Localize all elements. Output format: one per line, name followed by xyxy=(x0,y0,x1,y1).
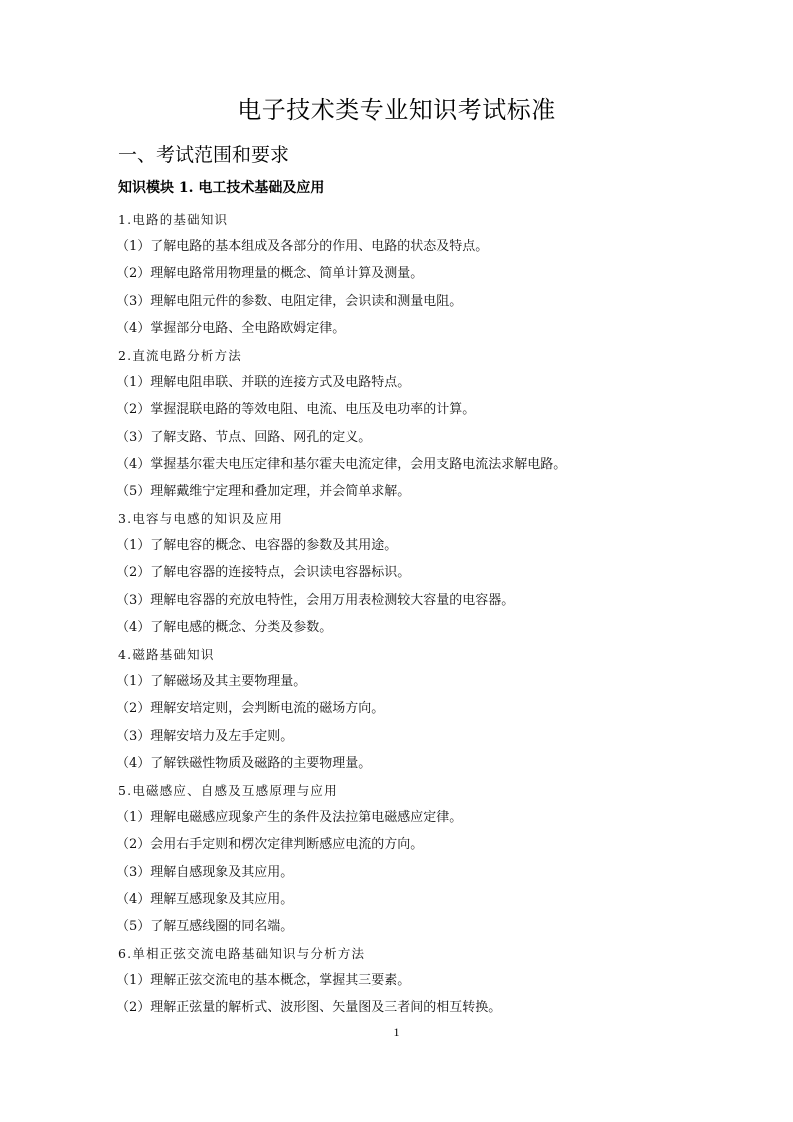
list-item: （2）理解安培定则，会判断电流的磁场方向。 xyxy=(116,701,385,717)
page-number: 1 xyxy=(393,1025,400,1039)
list-item: （3）理解自感现象及其应用。 xyxy=(116,864,294,880)
list-item: （4）了解铁磁性物质及磁路的主要物理量。 xyxy=(116,755,372,771)
list-item: （4）了解电感的概念、分类及参数。 xyxy=(116,619,333,635)
list-item: （1）理解电磁感应现象产生的条件及法拉第电磁感应定律。 xyxy=(116,810,463,826)
content-body xyxy=(116,206,716,1022)
list-item: （1）了解磁场及其主要物理量。 xyxy=(116,674,307,690)
list-item: （4）理解互感现象及其应用。 xyxy=(116,891,294,907)
topic-title: 5.电磁感应、自感及互感原理与应用 xyxy=(118,782,338,798)
list-item: （3）了解支路、节点、回路、网孔的定义。 xyxy=(116,429,372,445)
topic-1 xyxy=(116,206,716,342)
list-item: （2）会用右手定则和楞次定律判断感应电流的方向。 xyxy=(116,837,424,853)
topic-title: 2.直流电路分析方法 xyxy=(118,347,242,363)
topic-title: 1.电路的基础知识 xyxy=(118,212,229,227)
topic-2 xyxy=(116,342,716,505)
topic-title: 6.单相正弦交流电路基础知识与分析方法 xyxy=(118,946,366,962)
topic-4 xyxy=(116,641,716,777)
list-item: （3）理解电阻元件的参数、电阻定律，会识读和测量电阻。 xyxy=(116,293,463,309)
list-item: （5）理解戴维宁定理和叠加定理，并会简单求解。 xyxy=(116,483,411,499)
list-item: （1）理解电阻串联、并联的连接方式及电路特点。 xyxy=(116,375,411,391)
module-heading: 知识模块 1. 电工技术基础及应用 xyxy=(118,180,325,196)
section-heading: 一、考试范围和要求 xyxy=(118,144,290,166)
topic-3 xyxy=(116,505,716,641)
topic-5 xyxy=(116,777,716,940)
list-item: （2）了解电容器的连接特点，会识读电容器标识。 xyxy=(116,565,411,581)
list-item: （4）掌握部分电路、全电路欧姆定律。 xyxy=(116,320,346,336)
topic-title: 4.磁路基础知识 xyxy=(118,647,215,662)
list-item: （1）了解电容的概念、电容器的参数及其用途。 xyxy=(116,538,398,554)
document-title: 电子技术类专业知识考试标准 xyxy=(237,96,556,124)
list-item: （1）理解正弦交流电的基本概念，掌握其三要素。 xyxy=(116,973,411,989)
list-item: （5）了解互感线圈的同名端。 xyxy=(116,918,294,934)
list-item: （2）理解电路常用物理量的概念、简单计算及测量。 xyxy=(116,266,424,282)
list-item: （4）掌握基尔霍夫电压定律和基尔霍夫电流定律，会用支路电流法求解电路。 xyxy=(116,456,567,472)
topic-title: 3.电容与电感的知识及应用 xyxy=(118,511,284,527)
list-item: （3）理解电容器的充放电特性，会用万用表检测较大容量的电容器。 xyxy=(116,592,515,608)
list-item: （2）理解正弦量的解析式、波形图、矢量图及三者间的相互转换。 xyxy=(116,1000,502,1016)
list-item: （2）掌握混联电路的等效电阻、电流、电压及电功率的计算。 xyxy=(116,402,476,418)
topic-6 xyxy=(116,940,716,1022)
list-item: （3）理解安培力及左手定则。 xyxy=(116,728,294,744)
list-item: （1）了解电路的基本组成及各部分的作用、电路的状态及特点。 xyxy=(116,239,489,255)
